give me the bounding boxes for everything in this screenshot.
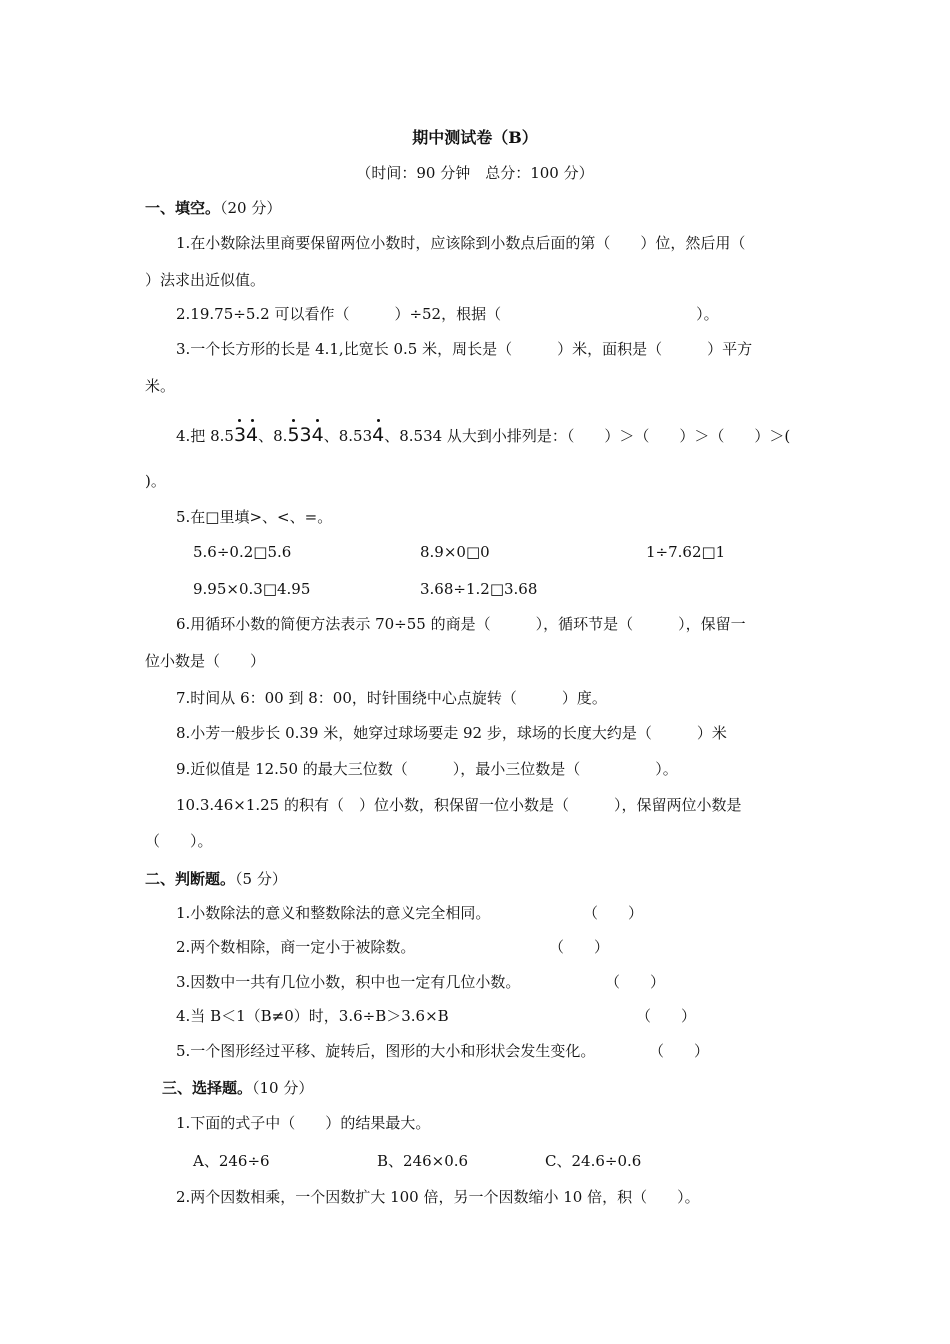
compare-item: 9.95×0.3□4.95 <box>193 580 311 598</box>
choice-option-c: C、24.6÷0.6 <box>545 1152 642 1170</box>
judge-question: 5.一个图形经过平移、旋转后，图形的大小和形状会发生变化。 <box>176 1042 596 1060</box>
q4-prefix: 4.把 8.5 <box>176 427 234 445</box>
question-1-7: 7.时间从 6：00 到 8：00，时针围绕中心点旋转（ ）度。 <box>176 689 607 707</box>
repeat-dot <box>238 419 241 422</box>
repeating-digit: 4 <box>312 425 324 445</box>
question-1-9: 9.近似值是 12.50 的最大三位数（ ），最小三位数是（ ）。 <box>176 760 678 778</box>
repeat-dot <box>251 419 254 422</box>
question-1-8: 8.小芳一般步长 0.39 米，她穿过球场要走 92 步，球场的长度大约是（ ）米 <box>176 724 727 742</box>
question-1-3: 3.一个长方形的长是 4.1,比宽长 0.5 米，周长是（ ）米，面积是（ ）平方 <box>176 340 753 358</box>
repeating-digit: 3 <box>234 425 246 445</box>
compare-item: 8.9×0□0 <box>420 543 490 561</box>
choice-option-b: B、246×0.6 <box>377 1152 469 1170</box>
repeating-digit: 5 <box>287 425 299 445</box>
compare-item: 5.6÷0.2□5.6 <box>193 543 292 561</box>
section-2-title: 二、判断题。 <box>145 870 236 888</box>
exam-info: （时间：90 分钟 总分：100 分） <box>356 164 594 182</box>
answer-parens: （ ） <box>636 1007 697 1025</box>
question-1-2: 2.19.75÷5.2 可以看作（ ）÷52，根据（ ）。 <box>176 305 719 323</box>
repeat-dot <box>316 419 319 422</box>
section-1-score: （20 分） <box>220 199 282 217</box>
repeating-digit: 4 <box>246 425 258 445</box>
repeating-digit: 4 <box>372 425 384 445</box>
q4-rest: 、8.534 从大到小排列是：（ ）＞（ ）＞（ ）＞( <box>384 427 791 445</box>
answer-parens: （ ） <box>605 973 666 991</box>
answer-parens: （ ） <box>649 1042 710 1060</box>
question-1-3-cont: 米。 <box>145 377 176 395</box>
question-1-6-cont: 位小数是（ ） <box>145 652 266 670</box>
compare-item: 3.68÷1.2□3.68 <box>420 580 538 598</box>
question-1-1-cont: ）法求出近似值。 <box>145 271 266 289</box>
section-3-score: （10 分） <box>252 1079 314 1097</box>
digit: 3 <box>299 424 312 446</box>
section-1-title: 一、填空。 <box>145 199 221 217</box>
answer-parens: （ ） <box>549 938 610 956</box>
compare-item: 1÷7.62□1 <box>646 543 726 561</box>
question-1-4-cont: )。 <box>145 472 166 490</box>
section-2-score: （5 分） <box>235 870 287 888</box>
q4-separator: 、8. <box>258 427 288 445</box>
q4-separator: 、8.53 <box>323 427 373 445</box>
choice-option-a: A、246÷6 <box>193 1152 270 1170</box>
judge-question: 1.小数除法的意义和整数除法的意义完全相同。 <box>176 904 491 922</box>
repeat-dot <box>377 419 380 422</box>
question-1-10: 10.3.46×1.25 的积有（ ）位小数，积保留一位小数是（ ），保留两位小数是 <box>176 796 742 814</box>
question-1-5: 5.在□里填>、<、=。 <box>176 508 333 526</box>
answer-parens: （ ） <box>583 904 644 922</box>
question-1-6: 6.用循环小数的简便方法表示 70÷55 的商是（ ），循环节是（ ），保留一 <box>176 615 746 633</box>
judge-question: 3.因数中一共有几位小数，积中也一定有几位小数。 <box>176 973 521 991</box>
judge-question: 4.当 B＜1（B≠0）时，3.6÷B＞3.6×B <box>176 1007 449 1025</box>
judge-question: 2.两个数相除，商一定小于被除数。 <box>176 938 416 956</box>
section-3-title: 三、选择题。 <box>162 1079 253 1097</box>
question-1-10-cont: （ ）。 <box>145 832 213 850</box>
page-title: 期中测试卷（B） <box>412 128 538 147</box>
repeat-dot <box>292 419 295 422</box>
question-1-1: 1.在小数除法里商要保留两位小数时，应该除到小数点后面的第（ ）位，然后用（ <box>176 234 746 252</box>
choice-question-1: 1.下面的式子中（ ）的结果最大。 <box>176 1114 431 1132</box>
choice-question-2: 2.两个因数相乘，一个因数扩大 100 倍，另一个因数缩小 10 倍，积（ ）。 <box>176 1188 700 1206</box>
